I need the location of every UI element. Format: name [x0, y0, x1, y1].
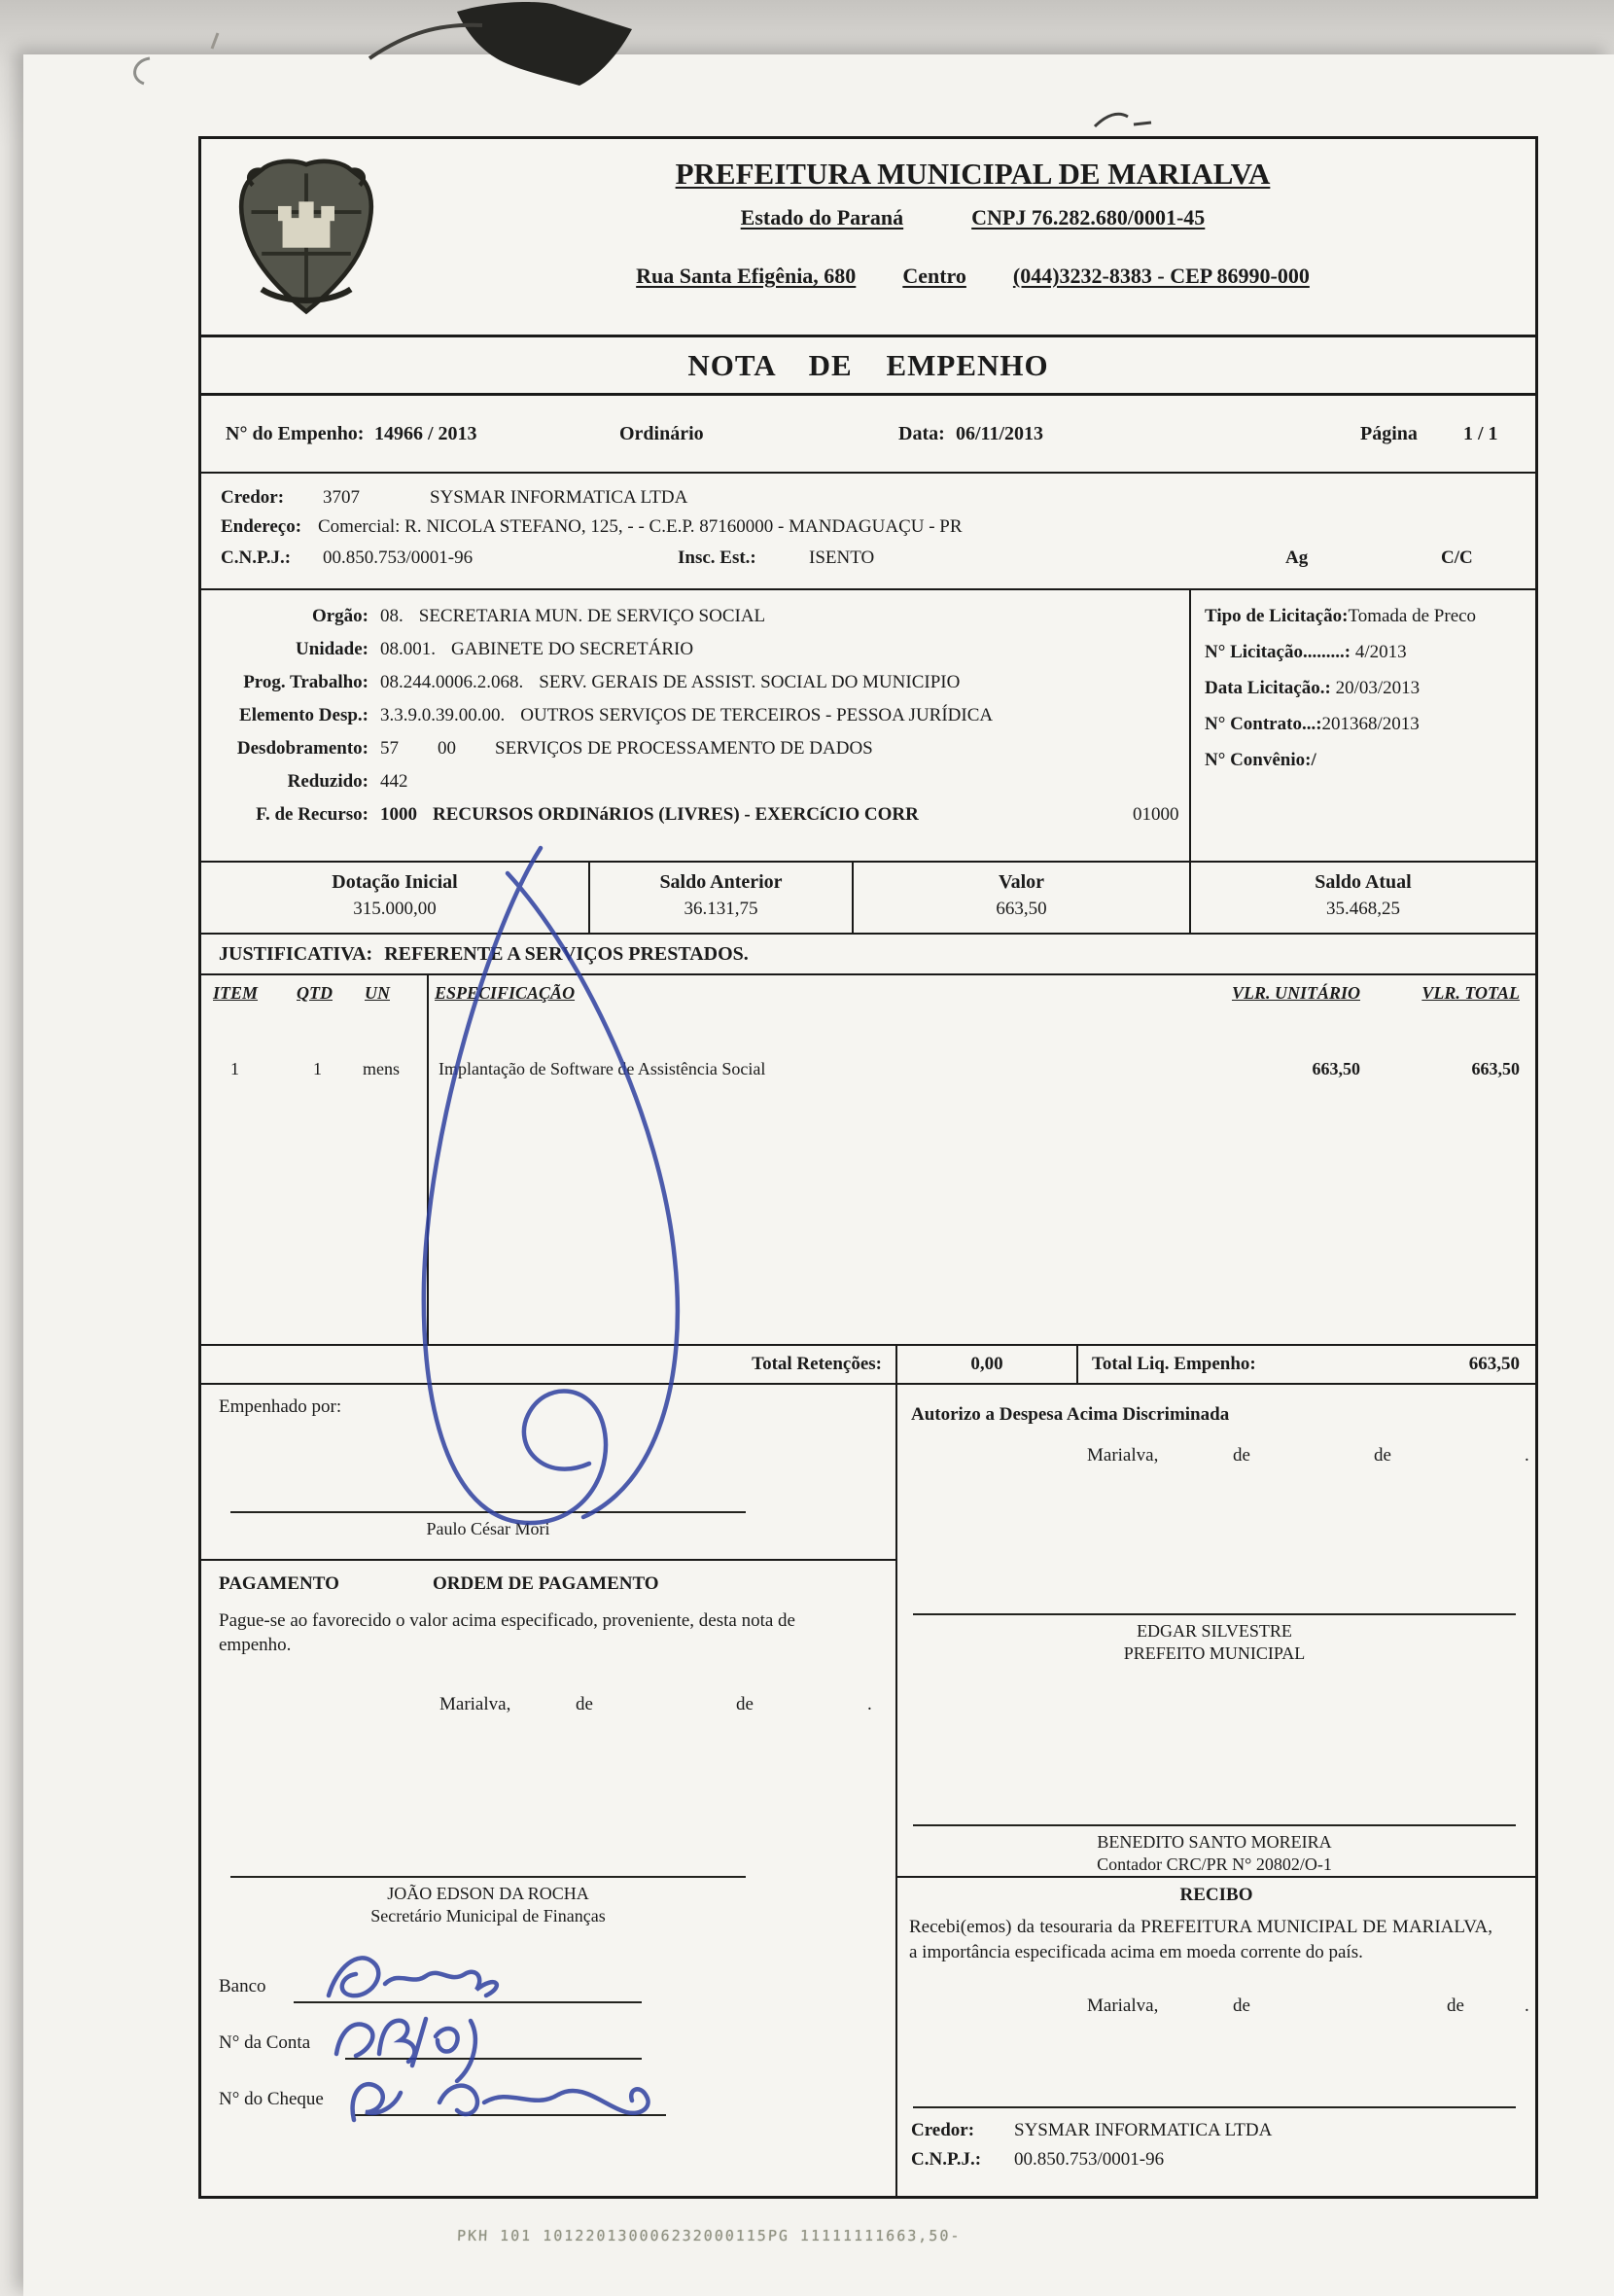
page-label: Página: [1360, 423, 1418, 444]
dotacao-header: Saldo Anterior: [659, 871, 783, 893]
credor-section: [201, 474, 1535, 590]
doc-title: NOTA DE EMPENHO: [201, 337, 1535, 396]
orgao-code: 57: [380, 738, 399, 759]
contador-title: Contador CRC/PR N° 20802/O-1: [1097, 1854, 1332, 1874]
dot-matrix-footer-print: PKH 101 101220130006232000115PG 11111111663,50-: [456, 2227, 962, 2244]
orgao-row: [201, 633, 1189, 666]
autorizo-dot: .: [1525, 1445, 1529, 1466]
insc-est-label: Insc. Est.:: [678, 548, 756, 568]
autorizo-title: Autorizo a Despesa Acima Discriminada: [911, 1404, 1230, 1425]
licitacao-data-label: Data Licitação.:: [1205, 678, 1331, 698]
credor-code: 3707: [323, 487, 360, 508]
credor-address: Comercial: R. NICOLA STEFANO, 125, - - C.E.P. 87160000 - MANDAGUAÇU - PR: [318, 516, 963, 537]
coat-of-arms-logo: [201, 139, 410, 335]
nota-de-empenho-document: [198, 136, 1538, 2199]
orgao-row: [201, 765, 1189, 798]
justificativa-label: JUSTIFICATIVA:: [219, 942, 373, 965]
autorizo-de1: de: [1233, 1445, 1250, 1466]
dotacao-value: 663,50: [996, 899, 1047, 919]
orgao-code: 08.001.: [380, 639, 436, 659]
total-liq-cell: [1078, 1346, 1535, 1383]
pagamento-de1: de: [576, 1694, 593, 1714]
valor-cell: [854, 863, 1191, 933]
recibo-text: Recebi(emos) da tesouraria da PREFEITURA MUNICIPAL DE MARIALVA, a importância especificada acima em moeda corrente do país.: [909, 1917, 1492, 1962]
total-retencoes-label: Total Retenções:: [201, 1346, 897, 1383]
orgao-label: Unidade:: [296, 639, 368, 659]
org-name: PREFEITURA MUNICIPAL DE MARIALVA: [675, 157, 1271, 191]
orgao-code: 3.3.9.0.39.00.00.: [380, 705, 506, 725]
pagamento-divider: [201, 1559, 895, 1561]
items-header-un: UN: [365, 983, 390, 1003]
dotacao-table: [201, 863, 1535, 935]
prefeito-title: PREFEITO MUNICIPAL: [1123, 1643, 1306, 1663]
dotacao-header: Valor: [998, 871, 1045, 893]
signature-line-secretario: [230, 1876, 746, 1878]
orgao-code: 1000: [380, 804, 417, 825]
recibo-credor-label: Credor:: [911, 2120, 975, 2140]
org-cnpj: CNPJ 76.282.680/0001-45: [971, 205, 1206, 230]
empenho-number-label: N° do Empenho:: [226, 423, 365, 444]
empenho-number-row: [201, 396, 1535, 474]
pagamento-de2: de: [736, 1694, 754, 1714]
recibo-divider: [897, 1876, 1535, 1878]
licitacao-numero: [1205, 642, 1526, 663]
totals-row: [201, 1346, 1535, 1385]
total-liq-label: Total Liq. Empenho:: [1092, 1354, 1256, 1374]
empenho-date-label: Data:: [898, 423, 945, 444]
licitacao-column: [1191, 590, 1535, 861]
banco-line: [294, 2001, 642, 2003]
signature-line-prefeito: [913, 1613, 1516, 1615]
empenhado-signer-name: Paulo César Mori: [426, 1519, 550, 1538]
orgao-row: [201, 666, 1189, 699]
recibo-cnpj-value: 00.850.753/0001-96: [1014, 2149, 1165, 2170]
orgao-label: Elemento Desp.:: [239, 705, 368, 725]
lower-right-column: [897, 1385, 1535, 2196]
pagamento-dot: .: [867, 1694, 872, 1714]
dotacao-header: Saldo Atual: [1315, 871, 1412, 893]
org-state: Estado do Paraná: [740, 205, 904, 230]
ordem-pagamento-title: ORDEM DE PAGAMENTO: [433, 1573, 659, 1594]
pagamento-text: Pague-se ao favorecido o valor acima especificado, proveniente, desta nota de empenho.: [219, 1610, 795, 1655]
licitacao-tipo-value: Tomada de Preco: [1348, 606, 1477, 626]
orgao-label: Reduzido:: [287, 771, 368, 792]
credor-name: SYSMAR INFORMATICA LTDA: [430, 487, 688, 508]
licitacao-data-value: 20/03/2013: [1335, 678, 1421, 698]
orgao-desc: GABINETE DO SECRETÁRIO: [451, 639, 694, 659]
recibo-de1: de: [1233, 1996, 1250, 2016]
dotacao-value: 315.000,00: [353, 899, 437, 919]
autorizo-city: Marialva,: [1087, 1445, 1159, 1466]
items-table: [201, 975, 1535, 1346]
item-vlr-total: 663,50: [1471, 1059, 1520, 1078]
ag-label: Ag: [1285, 548, 1309, 568]
lower-left-column: [201, 1385, 897, 2196]
orgao-label: F. de Recurso:: [256, 804, 368, 825]
saldo-anterior-cell: [590, 863, 854, 933]
org-phone-cep: (044)3232-8383 - CEP 86990-000: [1012, 264, 1310, 288]
total-liq-value: 663,50: [1468, 1354, 1520, 1374]
pagamento-title: PAGAMENTO: [219, 1573, 339, 1594]
items-header-vlr-unit: VLR. UNITÁRIO: [1231, 983, 1360, 1003]
secretario-title: Secretário Municipal de Finanças: [370, 1906, 606, 1925]
recibo-credor-name: SYSMAR INFORMATICA LTDA: [1014, 2120, 1273, 2140]
empenho-number-value: 14966 / 2013: [374, 423, 477, 444]
org-street: Rua Santa Efigênia, 680: [636, 264, 857, 288]
item-vlr-unit: 663,50: [1312, 1059, 1360, 1078]
orgao-row: [201, 732, 1189, 765]
items-header-qtd: QTD: [297, 983, 333, 1003]
orgao-code2: 00: [438, 738, 456, 759]
total-retencoes-value: 0,00: [897, 1346, 1078, 1383]
contrato-value: 201368/2013: [1321, 714, 1420, 734]
justificativa-row: [201, 935, 1535, 975]
credor-cnpj-label: C.N.P.J.:: [221, 548, 292, 568]
orgao-label: Orgão:: [311, 606, 368, 626]
credor-label: Credor:: [221, 487, 285, 508]
banco-label: Banco: [219, 1976, 266, 1996]
orgao-row: [201, 798, 1189, 831]
orgao-desc: SERV. GERAIS DE ASSIST. SOCIAL DO MUNICIPIO: [539, 672, 961, 692]
header-text-block: [410, 139, 1535, 335]
cheque-line: [355, 2114, 666, 2116]
item-un: mens: [363, 1059, 400, 1078]
orgao-left-column: [201, 590, 1191, 861]
licitacao-data: [1205, 678, 1526, 699]
justificativa-text: REFERENTE A SERVIÇOS PRESTADOS.: [384, 942, 749, 965]
dotacao-header: Dotação Inicial: [332, 871, 458, 893]
contrato: [1205, 714, 1526, 735]
empenhado-por-label: Empenhado por:: [219, 1396, 342, 1417]
orgao-code: 08.244.0006.2.068.: [380, 672, 524, 692]
lower-section: [201, 1385, 1535, 2196]
empenho-kind: Ordinário: [619, 423, 704, 444]
insc-est-value: ISENTO: [809, 548, 875, 568]
convenio-label: N° Convênio:/: [1205, 750, 1316, 770]
dotacao-inicial-cell: [201, 863, 590, 933]
secretario-name: JOÃO EDSON DA ROCHA: [387, 1884, 589, 1903]
signature-line-credor: [913, 2106, 1516, 2108]
cheque-label: N° do Cheque: [219, 2089, 324, 2109]
org-district: Centro: [902, 264, 966, 288]
orgao-label: Prog. Trabalho:: [243, 672, 368, 692]
recibo-title: RECIBO: [1179, 1885, 1253, 1905]
orgao-row: [201, 600, 1189, 633]
prefeito-name: EDGAR SILVESTRE: [1137, 1621, 1292, 1641]
orgao-desc: SERVIÇOS DE PROCESSAMENTO DE DADOS: [495, 738, 873, 759]
orgao-label: Desdobramento:: [236, 738, 368, 759]
page-value: 1 / 1: [1463, 423, 1498, 444]
items-header-vlr-total: VLR. TOTAL: [1421, 983, 1520, 1003]
contrato-label: N° Contrato...:: [1205, 714, 1322, 734]
orgao-section: [201, 590, 1535, 863]
autorizo-de2: de: [1374, 1445, 1391, 1466]
items-header-espec: ESPECIFICAÇÃO: [435, 983, 576, 1003]
conta-line: [345, 2058, 642, 2060]
orgao-desc: RECURSOS ORDINáRIOS (LIVRES) - EXERCíCIO CORR: [433, 804, 919, 825]
empenho-date-value: 06/11/2013: [956, 423, 1044, 444]
licitacao-tipo: [1205, 606, 1526, 627]
orgao-code: 442: [380, 771, 408, 792]
convenio: [1205, 750, 1526, 771]
items-column-divider: [427, 975, 429, 1344]
orgao-extra-code: 01000: [1133, 804, 1179, 825]
saldo-atual-cell: [1191, 863, 1535, 933]
orgao-desc: SECRETARIA MUN. DE SERVIÇO SOCIAL: [418, 606, 766, 626]
cc-label: C/C: [1441, 548, 1473, 568]
items-header-item: ITEM: [213, 983, 259, 1003]
item-number: 1: [230, 1059, 239, 1078]
dotacao-value: 36.131,75: [684, 899, 758, 919]
conta-label: N° da Conta: [219, 2032, 311, 2053]
recibo-de2: de: [1447, 1996, 1464, 2016]
item-espec: Implantação de Software de Assistência Social: [439, 1059, 766, 1078]
dotacao-value: 35.468,25: [1326, 899, 1400, 919]
orgao-code: 08.: [380, 606, 404, 626]
licitacao-tipo-label: Tipo de Licitação:: [1205, 606, 1349, 626]
pagamento-city: Marialva,: [439, 1694, 511, 1714]
recibo-cnpj-label: C.N.P.J.:: [911, 2149, 982, 2170]
contador-name: BENEDITO SANTO MOREIRA: [1097, 1832, 1332, 1852]
header-line-state-cnpj: [741, 205, 1206, 230]
orgao-desc: OUTROS SERVIÇOS DE TERCEIROS - PESSOA JURÍDICA: [520, 705, 994, 725]
licitacao-num-value: 4/2013: [1354, 642, 1407, 662]
licitacao-num-label: N° Licitação.........:: [1205, 642, 1351, 662]
orgao-row: [201, 699, 1189, 732]
recibo-dot: .: [1525, 1996, 1529, 2016]
item-qtd: 1: [313, 1059, 322, 1078]
recibo-city: Marialva,: [1087, 1996, 1159, 2016]
signature-line-contador: [913, 1824, 1516, 1826]
credor-cnpj: 00.850.753/0001-96: [323, 548, 474, 568]
header-line-address: [636, 264, 1310, 289]
credor-address-label: Endereço:: [221, 516, 302, 537]
signature-line-empenhado: [230, 1511, 746, 1513]
document-header: [201, 139, 1535, 337]
